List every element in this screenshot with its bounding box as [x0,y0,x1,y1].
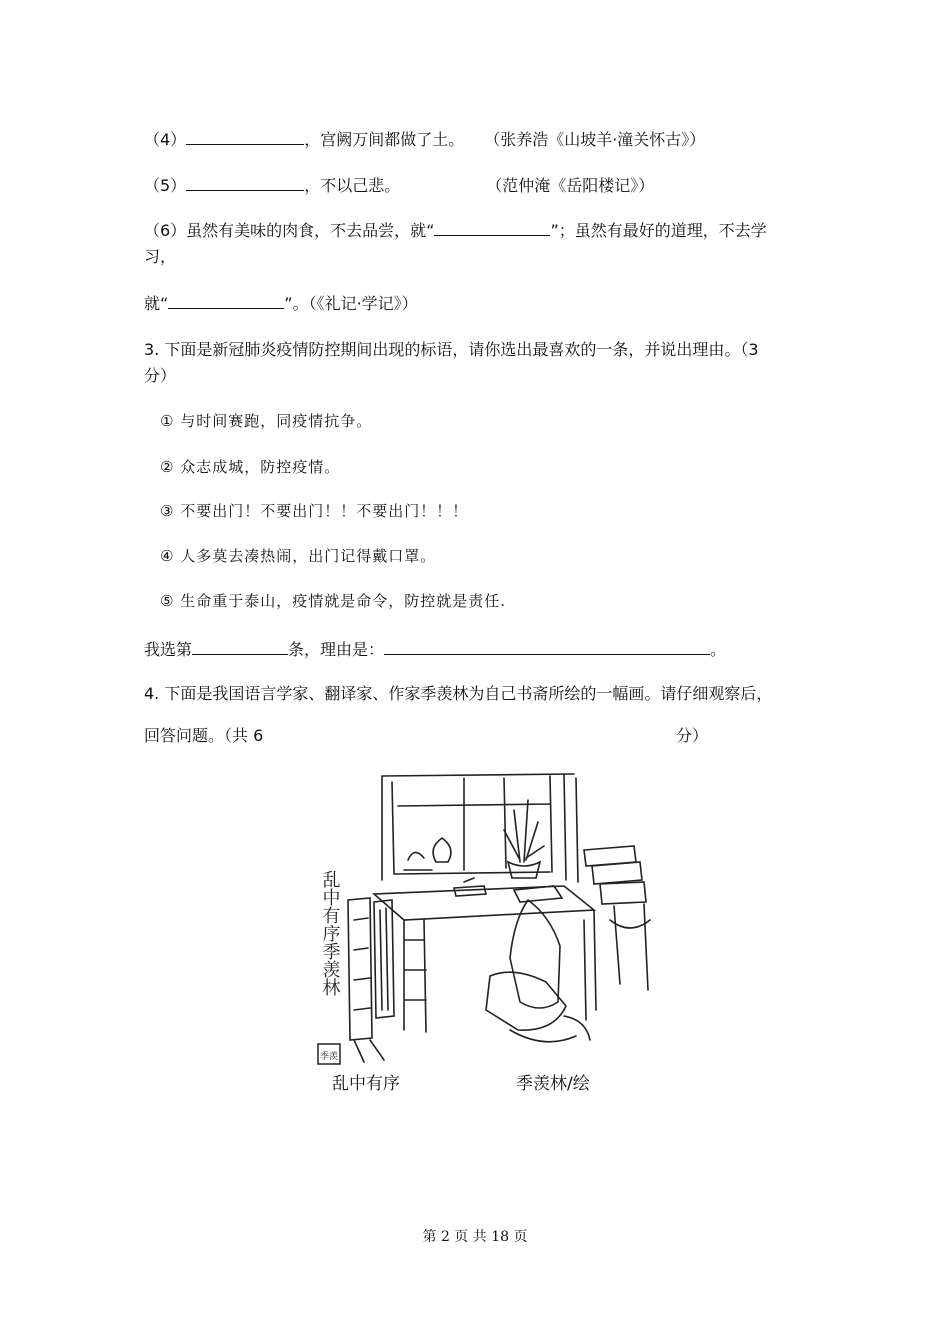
poem-item-5 [144,172,654,198]
poem-source: ”。（《礼记·学记》） [284,294,418,313]
wall-edge [564,774,578,882]
desk-drawers [404,920,426,1032]
answer-mid: 条，理由是： [288,640,385,659]
book-spines [374,900,394,1018]
chair-base [510,1016,590,1042]
side-table [610,904,650,990]
poem-text: 就“ [144,294,169,313]
answer-blank[interactable] [186,126,304,145]
q3-answer-line [144,636,726,662]
vase [433,838,451,862]
desk-items [454,878,486,896]
poem-text: ，宫阙万间都做了土。 [304,130,465,149]
answer-blank[interactable] [168,290,284,309]
poem-source: （张养浩《山坡羊·潼关怀古》） [484,130,706,149]
poem-item-6-line1 [144,217,767,243]
slogan-option-1: ① 与时间赛跑，同疫情抗争。 [160,412,373,430]
q3-title-cont: 分） [144,366,177,385]
q4-score-unit: 分） [676,726,709,745]
poem-source: （范仲淹《岳阳楼记》） [486,176,655,195]
page-footer: 第 2 页 共 18 页 [422,1229,528,1245]
item-number: （4） [144,130,187,149]
item-number: （5） [144,176,187,195]
answer-blank[interactable] [186,172,304,191]
poem-item-4 [144,126,705,152]
desk-top [374,886,594,920]
poem-item-6-line2: 习， [144,247,177,266]
svg-text:季羡: 季羡 [319,1052,339,1062]
chair-seat [486,972,566,1030]
q3-title: 3. 下面是新冠肺炎疫情防控期间出现的标语，请你选出最喜欢的一条，并说出理由。（3 [144,340,759,359]
plant-pot [508,862,540,878]
desk-leg [584,910,596,1020]
slogan-option-4: ④ 人多莫去凑热闹，出门记得戴口罩。 [160,547,437,565]
slogan-option-2: ② 众志成城，防控疫情。 [160,458,341,476]
poem-item-6-line3 [144,290,418,316]
slogan-option-5: ⑤ 生命重于泰山，疫情就是命令，防控就是责任. [160,592,506,610]
plant-leaves [504,800,544,862]
q4-title: 4. 下面是我国语言学家、翻译家、作家季羡林为自己书斋所绘的一幅画。请仔细观察后， [144,684,773,703]
seal-stamp [318,1044,340,1064]
chair-back [510,900,560,1008]
poem-text: ”；虽然有最好的道理，不去学 [550,221,767,240]
answer-blank[interactable] [434,217,550,236]
answer-end: 。 [710,640,727,659]
figure-caption-author: 季羡林/绘 [516,1074,590,1094]
window-mullions [398,776,552,872]
book-stack-right [584,846,646,904]
answer-prefix: 我选第 [144,640,193,659]
inscription-text: 乱中有序季羡林 [319,870,341,996]
poem-text: ，不以己悲。 [304,176,401,195]
bookshelf-left [348,898,372,1040]
ornament [404,852,432,870]
figure-caption-title: 乱中有序 [332,1074,400,1094]
choice-blank[interactable] [192,636,288,655]
poem-text: （6）虽然有美味的肉食，不去品尝，就“ [144,221,435,240]
study-drawing [314,770,660,1072]
stool [354,1040,384,1062]
slogan-option-3: ③ 不要出门！不要出门！！不要出门！！！ [160,502,469,520]
q4-title-cont: 回答问题。（共 6 [144,726,264,745]
window-frame [382,774,574,880]
reason-blank[interactable] [384,636,710,655]
